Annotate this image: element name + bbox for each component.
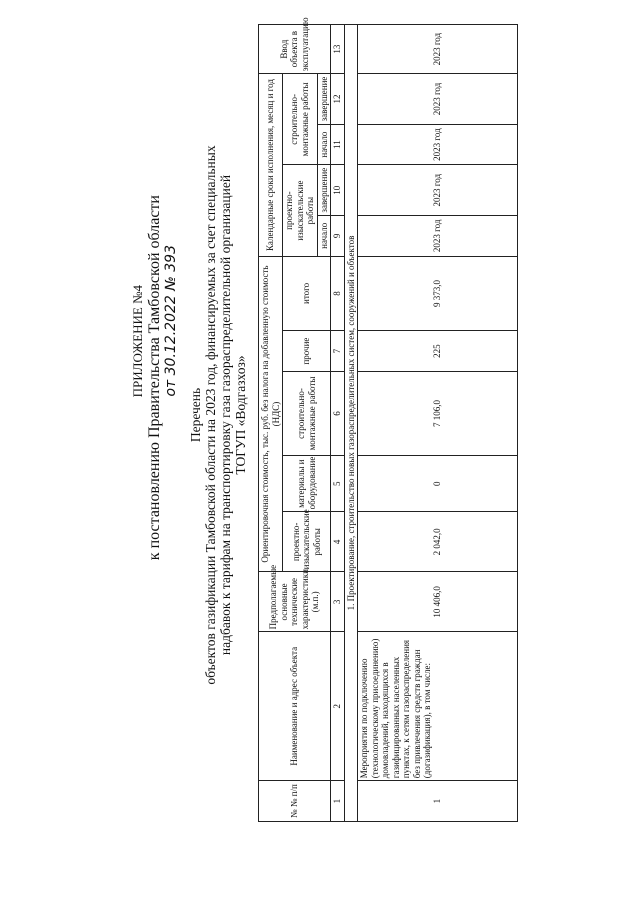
row-cost-total: 9 373,0 (358, 256, 518, 330)
col-number: 6 (331, 371, 345, 455)
title-line-2: объектов газификации Тамбовской области на 2023 год, финансируемых за счет специальных (203, 145, 218, 685)
design-start-header: начало (317, 215, 331, 256)
row-design-start: 2023 год (358, 215, 518, 256)
cost-materials-header: материалы и оборудование (283, 455, 331, 511)
col-number: 12 (331, 74, 345, 124)
design-end-header: завершение (317, 165, 331, 215)
row-design-end: 2023 год (358, 165, 518, 215)
header-row-1 (259, 25, 283, 822)
col-num-header: № № п/п (259, 781, 331, 822)
col-number: 1 (331, 781, 345, 822)
col-number: 11 (331, 124, 345, 165)
appendix-date: от 30.12.2022 № 393 (163, 245, 179, 397)
commission-header: Ввод объекта в эксплуатацию (259, 25, 331, 74)
col-number: 13 (331, 25, 345, 74)
construction-end-header: завершение (317, 74, 331, 124)
title-line-1: Перечень (188, 387, 203, 443)
row-construction-start: 2023 год (358, 124, 518, 165)
col-number: 3 (331, 572, 345, 632)
cost-other-header: прочие (283, 331, 331, 372)
dates-design-header: проектно-изыскательские работы (283, 165, 318, 256)
row-cost-materials: 0 (358, 455, 518, 511)
cost-construction-header: строительно-монтажные работы (283, 371, 331, 455)
title-line-3: надбавок к тарифам на транспортировку газа газораспределительной организацией (218, 174, 233, 656)
title-line-4: ТОГУП «Водгазхоз» (233, 355, 248, 475)
column-numbers-row (331, 25, 345, 822)
cost-group-header: Ориентировочная стоимость, тыс. руб. без налога на добавленную стоимость (НДС) (259, 256, 283, 572)
col-number: 10 (331, 165, 345, 215)
document-title (188, 135, 248, 695)
col-number: 5 (331, 455, 345, 511)
construction-start-header: начало (317, 124, 331, 165)
row-cost-construction: 7 106,0 (358, 371, 518, 455)
row-commission: 2023 год (358, 25, 518, 74)
section-title: 1. Проектирование, строительство новых газораспределительных систем, сооружений и объектов (344, 25, 358, 822)
appendix-title: ПРИЛОЖЕНИЕ №4 (130, 285, 145, 398)
cost-design-header: проектно-изыскательские работы (283, 512, 331, 572)
col-name-header: Наименование и адрес объекта (259, 632, 331, 781)
col-chars-header: Предполагаемые основные технические характеристики (м.п.) (259, 572, 331, 632)
col-number: 4 (331, 512, 345, 572)
section-row (344, 25, 358, 822)
row-construction-end: 2023 год (358, 74, 518, 124)
col-number: 9 (331, 215, 345, 256)
dates-group-header: Календарные сроки исполнения, месяц и год (259, 74, 283, 256)
dates-construction-header: строительно-монтажные работы (283, 74, 318, 165)
table-row (358, 25, 518, 822)
col-number: 7 (331, 331, 345, 372)
col-number: 8 (331, 256, 345, 330)
appendix-line: к постановлению Правительства Тамбовской области (146, 195, 163, 561)
row-cost-design: 2 042,0 (358, 512, 518, 572)
row-chars: 10 406,0 (358, 572, 518, 632)
row-cost-other: 225 (358, 331, 518, 372)
objects-table (258, 17, 518, 822)
cost-total-header: итого (283, 256, 331, 330)
row-name: Мероприятия по подключению (технологическому присоединению) домовладений, находящихся в газифицированных населенных пунктах, к сетям газораспределения без привлечения средств граждан (догазификация), в том числе: (358, 632, 518, 781)
col-number: 2 (331, 632, 345, 781)
row-num: 1 (358, 781, 518, 822)
